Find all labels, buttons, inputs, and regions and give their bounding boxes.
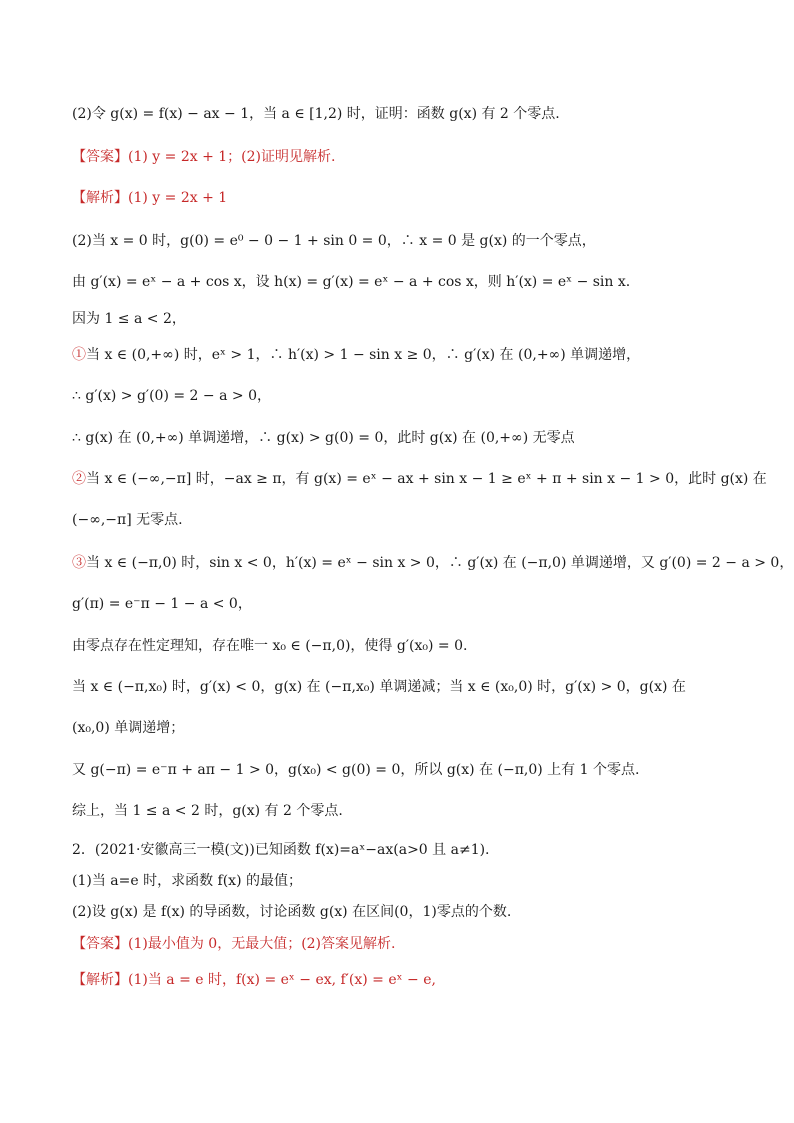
text-segment: (−∞,−π] 无零点. — [72, 512, 183, 528]
text-line-l15 — [72, 677, 686, 697]
text-segment: g′(π) = e⁻π − 1 − a < 0， — [72, 596, 252, 612]
text-segment: (1)最小值为 0，无最大值；(2)答案见解析. — [128, 936, 396, 952]
text-segment: 由零点存在性定理知，存在唯一 x₀ ∈ (−π,0)，使得 g′(x₀) = 0. — [72, 638, 468, 654]
text-segment: 当 x ∈ (−π,x₀) 时，g′(x) < 0，g(x) 在 (−π,x₀) 单调递减；当 x ∈ (x₀,0) 时，g′(x) > 0，g(x) 在 — [72, 679, 686, 695]
text-segment: 又 g(−π) = e⁻π + aπ − 1 > 0，g(x₀) < g(0) = 0，所以 g(x) 在 (−π,0) 上有 1 个零点. — [72, 762, 640, 778]
text-line-l10 — [72, 469, 767, 489]
text-line-l06 — [72, 309, 186, 329]
text-line-l08 — [72, 386, 271, 406]
text-segment: ∴ g(x) 在 (0,+∞) 单调递增，∴ g(x) > g(0) = 0，此时 g(x) 在 (0,+∞) 无零点 — [72, 430, 575, 446]
text-line-l20 — [72, 871, 302, 891]
text-line-l04 — [72, 231, 596, 251]
text-line-l21 — [72, 902, 511, 922]
text-segment: (1) y = 2x + 1；(2)证明见解析. — [128, 149, 336, 165]
text-segment: 【答案】 — [72, 936, 128, 952]
text-line-l01 — [72, 104, 560, 124]
text-segment: 2．(2021·安徽高三一模(文))已知函数 f(x)=aˣ−ax(a>0 且 a≠1). — [72, 842, 490, 858]
text-segment: ③ — [72, 555, 86, 571]
text-segment: 【答案】 — [72, 149, 128, 165]
text-line-l05 — [72, 272, 630, 292]
text-segment: ∴ g′(x) > g′(0) = 2 − a > 0， — [72, 388, 271, 404]
text-segment: 【解析】 — [72, 972, 128, 988]
text-segment: ② — [72, 471, 86, 487]
text-segment: 当 x ∈ (−π,0) 时，sin x < 0，h′(x) = eˣ − sin x > 0，∴ g′(x) 在 (−π,0) 单调递增，又 g′(0) = 2 − a > 0， — [86, 555, 794, 571]
text-line-l09 — [72, 428, 575, 448]
text-line-l17 — [72, 760, 639, 780]
text-segment: (1) y = 2x + 1 — [128, 190, 228, 206]
text-line-l02 — [72, 147, 335, 167]
text-line-l14 — [72, 636, 467, 656]
text-segment: (2)设 g(x) 是 f(x) 的导函数，讨论函数 g(x) 在区间(0，1)零点的个数. — [72, 904, 512, 920]
text-segment: 综上，当 1 ≤ a < 2 时，g(x) 有 2 个零点. — [72, 803, 343, 819]
text-line-l19 — [72, 840, 490, 860]
text-line-l11 — [72, 510, 183, 530]
text-line-l03 — [72, 188, 227, 208]
text-line-l07 — [72, 345, 640, 365]
text-segment: 当 x ∈ (−∞,−π] 时，−ax ≥ π，有 g(x) = eˣ − ax + sin x − 1 ≥ eˣ + π + sin x − 1 > 0，此时 g(x) 在 — [86, 471, 767, 487]
text-line-l23 — [72, 970, 436, 990]
text-line-l13 — [72, 594, 252, 614]
text-segment: (2)当 x = 0 时，g(0) = e⁰ − 0 − 1 + sin 0 = 0，∴ x = 0 是 g(x) 的一个零点， — [72, 233, 596, 249]
text-line-l16 — [72, 718, 184, 738]
text-segment: (x₀,0) 单调递增； — [72, 720, 185, 736]
text-line-l18 — [72, 801, 343, 821]
text-segment: (2)令 g(x) = f(x) − ax − 1，当 a ∈ [1,2) 时，证明：函数 g(x) 有 2 个零点. — [72, 106, 560, 122]
text-segment: 【解析】 — [72, 190, 128, 206]
text-segment: (1)当 a=e 时，求函数 f(x) 的最值； — [72, 873, 302, 889]
text-segment: 因为 1 ≤ a < 2， — [72, 311, 186, 327]
text-segment: 当 x ∈ (0,+∞) 时，eˣ > 1，∴ h′(x) > 1 − sin x ≥ 0，∴ g′(x) 在 (0,+∞) 单调递增， — [86, 347, 641, 363]
text-segment: 由 g′(x) = eˣ − a + cos x，设 h(x) = g′(x) = eˣ − a + cos x，则 h′(x) = eˣ − sin x. — [72, 274, 631, 290]
text-line-l12 — [72, 553, 793, 573]
text-segment: ① — [72, 347, 86, 363]
text-line-l22 — [72, 934, 395, 954]
text-segment: (1)当 a = e 时，f(x) = eˣ − ex, f′(x) = eˣ − e, — [128, 972, 436, 988]
